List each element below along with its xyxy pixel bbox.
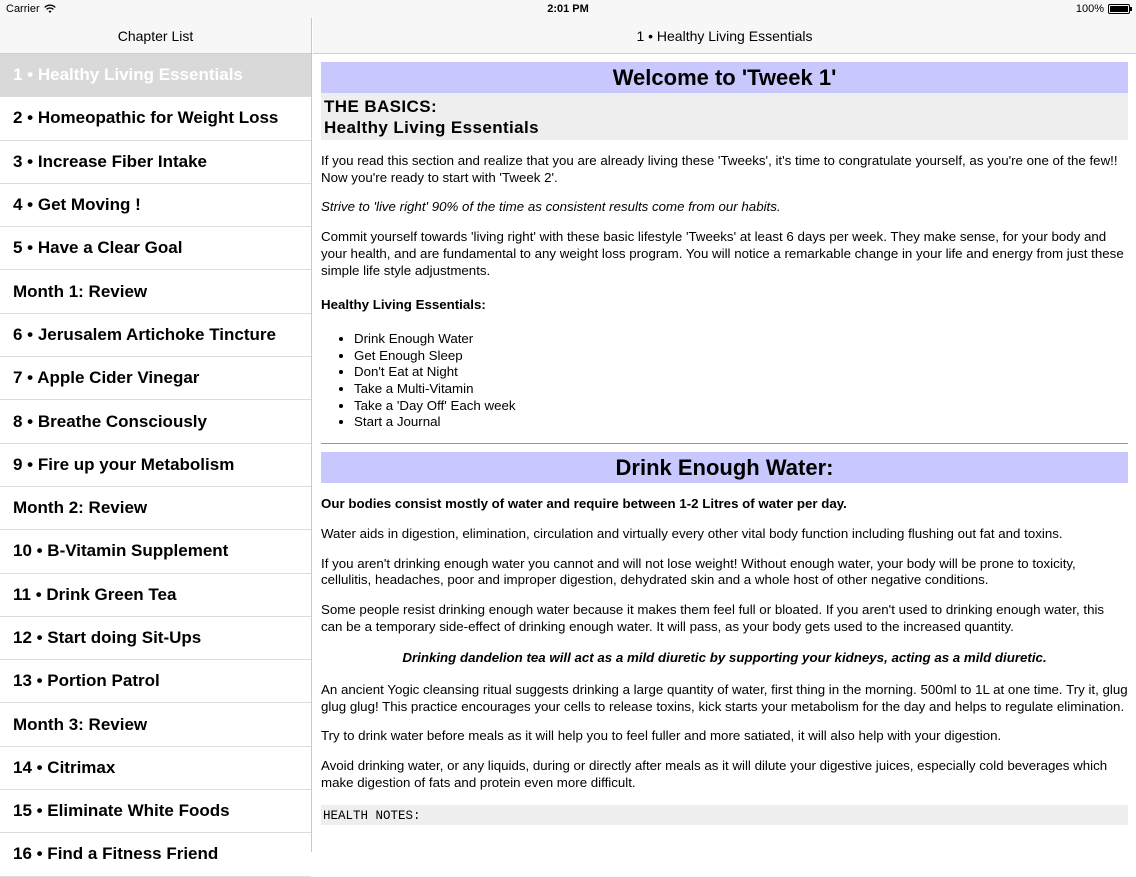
essential-item: • Take a Multi-Vitamin [354,381,1128,398]
essential-item: • Drink Enough Water [354,331,1128,348]
chapter-item[interactable] [0,54,311,97]
chapter-item[interactable] [0,400,311,443]
basics-line-2: Healthy Living Essentials [324,118,540,137]
content-scroll-area[interactable] [1128,54,1136,852]
chapter-item-label: 16 • Find a Fitness Friend [13,844,219,864]
water-banner: Drink Enough Water: [321,452,1128,483]
welcome-banner: Welcome to 'Tweek 1' [321,62,1128,93]
chapter-item-label: 10 • B-Vitamin Supplement [13,541,229,561]
battery-icon [1108,4,1130,14]
chapter-item[interactable] [0,184,311,227]
chapter-item[interactable] [0,227,311,270]
chapter-item-label: 12 • Start doing Sit-Ups [13,628,202,647]
chapter-content[interactable] [321,62,1128,825]
chapter-item[interactable] [0,141,311,184]
basics-heading [321,93,1128,140]
clock: 2:01 PM [547,3,589,15]
strive-paragraph: Strive to 'live right' 90% of the time as consistent results come from our habits. [321,199,781,215]
essentials-list [321,331,1128,431]
chapter-item-label: 9 • Fire up your Metabolism [13,454,235,474]
chapter-item[interactable] [0,487,311,530]
battery-percent: 100% [1075,3,1104,15]
battery-fill [1110,6,1128,12]
water-paragraph-8: Avoid drinking water, or any liquids, during or directly after meals as it will dilute your digestive juices, especially cold beverages which make digestion of fats and protein even more difficult. [321,758,1108,790]
chapter-item[interactable] [0,97,311,140]
essentials-heading: Healthy Living Essentials: [321,297,486,313]
chapter-item[interactable] [0,747,311,790]
chapter-item[interactable] [0,790,311,833]
chapter-item[interactable] [0,617,311,660]
chapter-item-label: 1 • Healthy Living Essentials [13,65,243,85]
chapter-item-label: 2 • Homeopathic for Weight Loss [13,108,279,128]
chapter-item[interactable] [0,703,311,746]
chapter-item[interactable] [0,660,311,703]
chapter-item-label: 13 • Portion Patrol [13,671,160,691]
water-paragraph-2: Water aids in digestion, elimination, circulation and virtually every other vital body function including flushing out fat and toxins. [321,525,1063,541]
chapter-item[interactable] [0,270,311,313]
essential-item: • Don't Eat at Night [354,364,1128,381]
commit-paragraph: Commit yourself towards 'living right' with these basic lifestyle 'Tweeks' at least 6 days per week. They make sense, for your body and your health, and are fundamental to any weight loss program. You will notice a remarkable change in your life and energy from just these simple life style adjustments. [321,229,1124,278]
water-paragraph-4: Some people resist drinking enough water because it makes them feel full or bloated. If you aren't used to drinking enough water, this can be a temporary side-effect of drinking enough water. It will pass, as your body gets used to the increased quantity. [321,601,1105,634]
chapter-item-label: Month 2: Review [13,498,148,518]
battery-status [1076,3,1130,15]
chapter-item[interactable] [0,444,311,487]
chapter-item-label: 14 • Citrimax [13,757,116,777]
basics-line-1: THE BASICS: [324,97,438,116]
section-divider [321,443,1128,444]
chapter-item-label: Month 1: Review [13,281,148,301]
chapter-item-label: 6 • Jerusalem Artichoke Tincture [13,324,276,344]
essential-item: • Get Enough Sleep [354,348,1128,365]
water-paragraph-7: Try to drink water before meals as it will help you to feel fuller and more satiated, it will also help with your digestion. [321,728,1002,744]
carrier-label: Carrier [6,3,40,15]
essential-item: • Start a Journal [354,414,1128,431]
sidebar-title: Chapter List [0,18,311,54]
intro-paragraph: If you read this section and realize that you are already living these 'Tweeks', it's time to congratulate yourself, as you're one of the few!! Now you're ready to start with 'Tweek 2'. [321,153,1118,185]
water-paragraph-1: Our bodies consist mostly of water and require between 1-2 Litres of water per day. [321,496,847,512]
chapter-item[interactable] [0,357,311,400]
chapter-item-label: 3 • Increase Fiber Intake [13,151,207,171]
chapter-item[interactable] [0,574,311,617]
chapter-item-label: 4 • Get Moving ! [13,195,141,215]
chapter-item-label: 11 • Drink Green Tea [13,584,177,604]
chapter-item[interactable] [0,530,311,573]
water-paragraph-6: An ancient Yogic cleansing ritual suggests drinking a large quantity of water, first thing in the morning. 500ml to 1L at one time. Try it, glug glug glug! This practice encourages your cells to release toxins, kick starts your metabolism for the day and helps to regulate elimination. [321,682,1128,714]
water-paragraph-3: If you aren't drinking enough water you cannot and will not lose weight! Without enough water, your body will be prone to toxicity, cellulitis, headaches, poor and improper digestion, dehydrated skin and a whole host of other negative conditions. [321,555,1076,588]
detail-title: 1 • Healthy Living Essentials [313,18,1136,54]
chapter-item-label: Month 3: Review [13,714,148,734]
chapter-item-label: 8 • Breathe Consciously [13,411,207,431]
detail-pane [313,18,1136,852]
dandelion-tip: Drinking dandelion tea will act as a mild diuretic by supporting your kidneys, acting as a mild diuretic. [402,650,1047,666]
status-bar [0,0,1136,18]
chapter-item[interactable] [0,314,311,357]
chapter-item-label: 15 • Eliminate White Foods [13,801,230,821]
chapter-item[interactable] [0,833,311,876]
chapter-item-label: 7 • Apple Cider Vinegar [13,368,200,388]
chapter-list [0,54,311,877]
essential-item: • Take a 'Day Off' Each week [354,398,1128,415]
health-notes: HEALTH NOTES: [321,805,1128,825]
chapter-item-label: 5 • Have a Clear Goal [13,238,183,258]
chapter-sidebar [0,18,312,864]
